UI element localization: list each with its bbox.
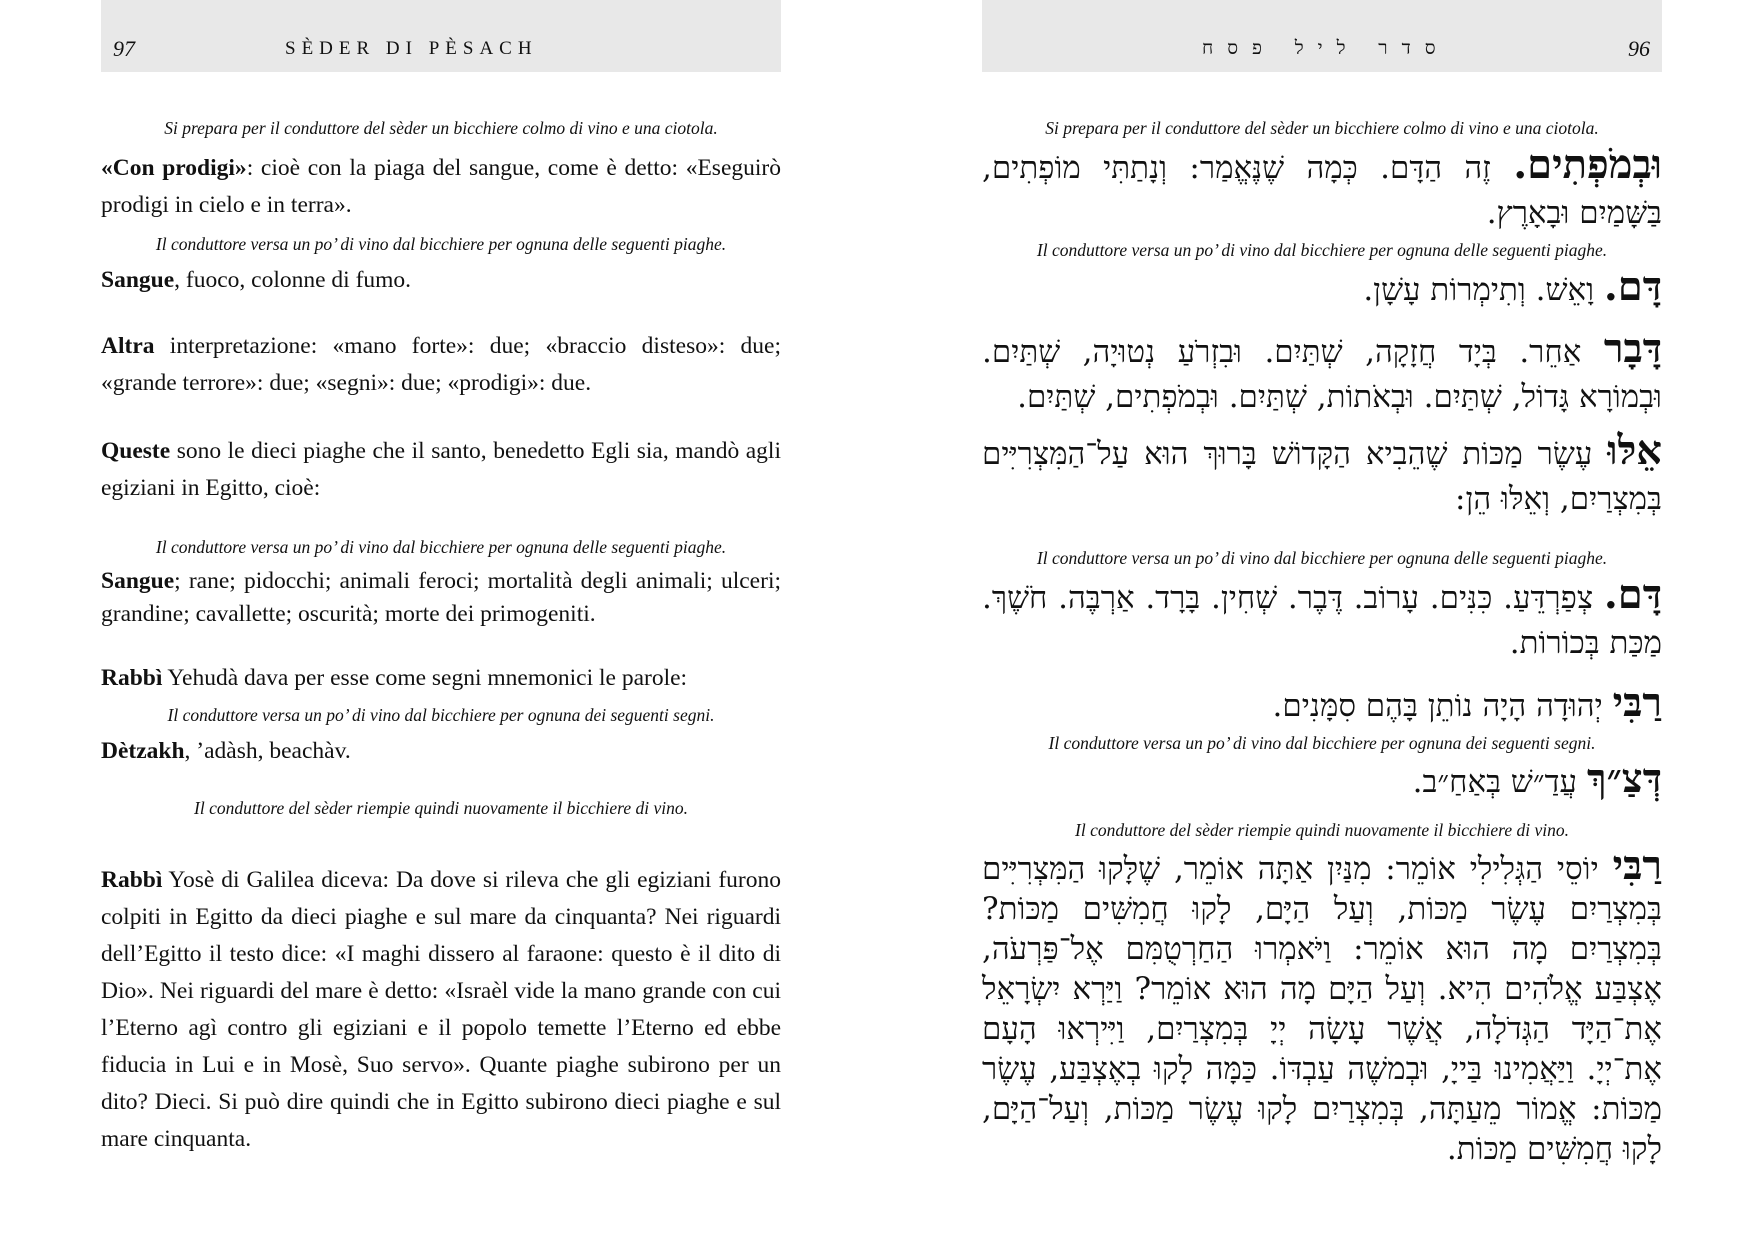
running-header [101, 0, 781, 72]
rubric-note: Il conduttore versa un po’ di vino dal bicchiere per ognuna delle seguenti piaghe. [1036, 240, 1608, 260]
paragraph-con-prodigi [101, 150, 781, 224]
rubric-note: Il conduttore versa un po’ di vino dal bicchiere per ognuna delle seguenti piaghe. [155, 234, 727, 254]
hebrew-text: צְפַרְדֵּעַ. כִּנִּים. עָרוֹב. דֶּבֶר. שְׁחִין. בָּרָד. אַרְבֶּה. חֹשֶׁךְ. מַכַּת בְּכוֹרוֹת. [982, 580, 1662, 661]
running-title: סדר ליל פסח [1202, 38, 1450, 59]
paragraph-detzakh [101, 733, 781, 770]
hebrew-text: עֶשֶׂר מַכּוֹת שֶׁהֵבִיא הַקָּדוֹשׁ בָּרוּךְ הוּא עַל־הַמִּצְרִיִּים בְּמִצְרַיִם, וְאֵלּוּ הֵן: [982, 436, 1662, 517]
lead-word: דָּם. [1603, 263, 1662, 310]
lead-word: רַבִּי [1612, 842, 1662, 889]
hebrew-uvemofetim [982, 142, 1662, 236]
rubric-note: Il conduttore versa un po’ di vino dal bicchiere per ognuna delle seguenti piaghe. [1036, 548, 1608, 568]
hebrew-text: זֶה הַדָּם. כְּמָה שֶׁנֶּאֱמַר: וְנָתַתִּי מוֹפְתִים, בַּשָּׁמַיִם וּבָאָרֶץ. [982, 150, 1662, 231]
running-title: SÈDER DI PÈSACH [285, 38, 538, 59]
page-number: 97 [113, 36, 135, 61]
hebrew-rabbi-yehuda [982, 680, 1662, 729]
hebrew-rabbi-yose [982, 842, 1662, 1169]
running-header [982, 0, 1662, 72]
rubric-note: Il conduttore del sèder riempie quindi nuovamente il bicchiere di vino. [194, 798, 688, 818]
hebrew-text: עֲדַ״שׁ בְּאַחַ״ב. [1412, 764, 1587, 800]
lead-word: Dètzakh [101, 738, 185, 764]
page-96 [982, 0, 1662, 1240]
lead-word: דְּצַ״ךְ [1586, 755, 1662, 802]
paragraph-rabbi-yehuda [101, 660, 781, 697]
paragraph-rabbi-yose [101, 862, 781, 1158]
paragraph-piaghe-list [101, 565, 781, 631]
rubric-note: Il conduttore versa un po’ di vino dal bicchiere per ognuna delle seguenti piaghe. [155, 537, 727, 557]
paragraph-text: Yosè di Galilea diceva: Da dove si rileva che gli egiziani furono colpiti in Egitto da dieci piaghe e sul mare da cinquanta? Nei riguardi dell’Egitto il testo dice: «I maghi dissero al faraone: questo è il dito di Dio». Nei riguardi del mare è detto: «Israèl vide la mano grande con cui l’Eterno agì contro gli egiziani e il popolo temette l’Eterno ed ebbe fiducia in Lui e in Mosè, Suo servo». Quante piaghe subirono per un dito? Dieci. Si può dire quindi che in Egitto subirono dieci piaghe e sul mare cinquanta. [101, 867, 781, 1152]
hebrew-ten-plagues [982, 572, 1662, 666]
lead-word: Rabbì [101, 867, 163, 893]
paragraph-text: Yehudà dava per esse come segni mnemonici le parole: [162, 665, 688, 691]
paragraph-dieci-piaghe [101, 433, 781, 507]
rubric-note: Il conduttore versa un po’ di vino dal bicchiere per ognuna dei seguenti segni. [167, 705, 715, 725]
paragraph-text: : cioè con la piaga del sangue, come è detto: «Eseguirò prodigi in cielo e in terra». [101, 155, 781, 218]
rubric-note: Il conduttore versa un po’ di vino dal bicchiere per ognuna dei seguenti segni. [1048, 733, 1596, 753]
lead-word: וּבְמֹפְתִים. [1513, 141, 1662, 188]
paragraph-text: , fuoco, colonne di fumo. [174, 267, 412, 293]
rubric-note: Si prepara per il conduttore del sèder un bicchiere colmo di vino e una ciotola. [164, 118, 718, 138]
hebrew-text: אַחֵר. בְּיָד חֲזָקָה, שְׁתַּיִם. וּבִזְרֹעַ נְטוּיָה, שְׁתַּיִם. וּבְמוֹרָא גָּדוֹל, שְׁתַּיִם. וּבְאֹתוֹת, שְׁתַּיִם. וּבְמֹפְתִים, שְׁתַּיִם. [982, 334, 1662, 415]
paragraph-sangue-fuoco [101, 262, 781, 299]
lead-word: Sangue [101, 568, 175, 594]
lead-word: דָּם. [1603, 571, 1662, 618]
hebrew-detzakh [982, 756, 1662, 805]
lead-word: רַבִּי [1612, 679, 1662, 726]
lead-word: Altra [101, 333, 155, 359]
hebrew-dam-vaesh [982, 264, 1662, 313]
page-97 [101, 0, 781, 1240]
paragraph-altra-interpretazione [101, 328, 781, 402]
paragraph-text: sono le dieci piaghe che il santo, benedetto Egli sia, mandò agli egiziani in Egitto, cioè: [101, 438, 781, 501]
hebrew-text: וָאֵשׁ. וְתִימְרוֹת עָשָׁן. [1363, 272, 1604, 308]
paragraph-text: ; rane; pidocchi; animali feroci; mortalità degli animali; ulceri; grandine; cavallette; oscurità; morte dei primogeniti. [101, 568, 781, 627]
rubric-note: Il conduttore del sèder riempie quindi nuovamente il bicchiere di vino. [1075, 820, 1569, 840]
hebrew-text: יוֹסֵי הַגְּלִילִי אוֹמֵר: מִנַּיִן אַתָּה אוֹמֵר, שֶׁלָּקוּ הַמִּצְרִיִּים בְּמִצְרַיִם עֶשֶׂר מַכּוֹת, וְעַל הַיָּם, לָקוּ חֲמִשִּׁים מַכּוֹת? בְּמִצְרַיִם מָה הוּא אוֹמֵר: וַיֹּאמְרוּ הַחַרְטֻמִּם אֶל־פַּרְעֹה, אֶצְבַּע אֱלֹהִים הִיא. וְעַל הַיָּם מָה הוּא אוֹמֵר? וַיַּרְא יִשְׂרָאֵל אֶת־הַיָּד הַגְּדֹלָה, אֲשֶׁר עָשָׂה יְיָ בְּמִצְרַיִם, וַיִּירְאוּ הָעָם אֶת־יְיָ. וַיַּאֲמִינוּ בַּייָ, וּבְמשֶׁה עַבְדּוֹ. כַּמָּה לָקוּ בְאֶצְבַּע, עֶשֶׂר מַכּוֹת: אֱמוֹר מֵעַתָּה, בְּמִצְרַיִם לָקוּ עֶשֶׂר מַכּוֹת, וְעַל־הַיָּם, לָקוּ חֲמִשִּׁים מַכּוֹת. [982, 851, 1662, 1167]
lead-word: דָּבָר [1603, 325, 1662, 372]
rubric-note: Si prepara per il conduttore del sèder un bicchiere colmo di vino e una ciotola. [1045, 118, 1599, 138]
hebrew-text: יְהוּדָה הָיָה נוֹתֵן בָּהֶם סִמָּנִים. [1272, 688, 1613, 724]
lead-word: אֵלּוּ [1607, 427, 1662, 474]
page-number: 96 [1628, 36, 1650, 61]
hebrew-elu-eser [982, 428, 1662, 522]
lead-word: Rabbì [101, 665, 163, 691]
paragraph-text: interpretazione: «mano forte»: due; «braccio disteso»: due; «grande terrore»: due; «segni»: due; «prodigi»: due. [101, 333, 781, 396]
paragraph-text: , ’adàsh, beachàv. [184, 738, 351, 764]
hebrew-davar-acher [982, 326, 1662, 420]
lead-word: Sangue [101, 267, 175, 293]
lead-word: Queste [101, 438, 171, 464]
lead-word: «Con prodigi» [101, 155, 247, 181]
